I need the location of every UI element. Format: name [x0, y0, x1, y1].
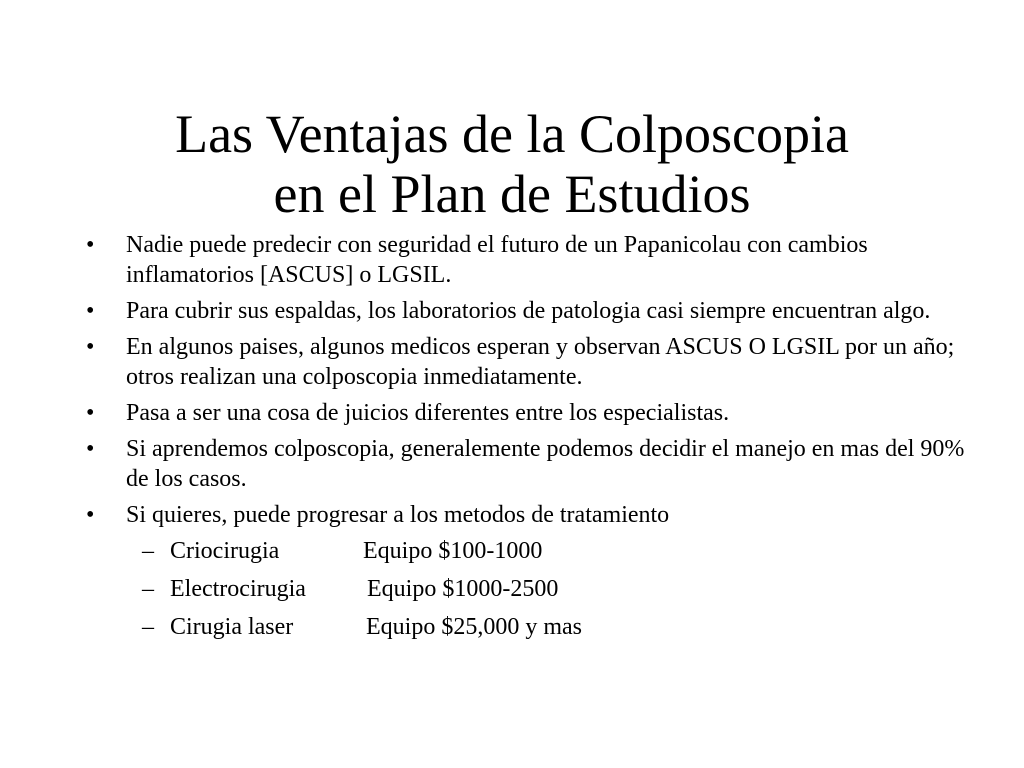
- sub-item-cirugia-laser: [86, 612, 966, 642]
- bullet-text: Si quieres, puede progresar a los metodos de tratamiento: [126, 502, 670, 528]
- treatment-price: Equipo $25,000 y mas: [366, 614, 582, 640]
- treatment-price: Equipo $1000-2500: [367, 576, 559, 602]
- bullet-item: [86, 500, 966, 530]
- sub-item-criocirugia: [86, 536, 966, 566]
- sub-marker: –: [142, 576, 154, 602]
- treatment-price: Equipo $100-1000: [363, 538, 543, 564]
- bullet-marker: •: [86, 334, 95, 360]
- slide-title: [0, 104, 1024, 224]
- title-line-2: en el Plan de Estudios: [273, 164, 751, 225]
- bullet-marker: •: [86, 298, 95, 324]
- sub-marker: –: [142, 614, 154, 640]
- bullet-item: [86, 398, 966, 428]
- bullet-list: [86, 230, 966, 650]
- bullet-text: Para cubrir sus espaldas, los laboratorios de patologia casi siempre encuentran algo.: [126, 298, 931, 324]
- sub-item-electrocirugia: [86, 574, 966, 604]
- bullet-text: En algunos paises, algunos medicos esperan y observan ASCUS O LGSIL por un año; otros realizan una colposcopia inmediatamente.: [126, 334, 955, 390]
- bullet-marker: •: [86, 502, 95, 528]
- bullet-text: Si aprendemos colposcopia, generalemente podemos decidir el manejo en mas del 90% de los casos.: [126, 436, 965, 492]
- sub-marker: –: [142, 538, 154, 564]
- bullet-text: Nadie puede predecir con seguridad el futuro de un Papanicolau con cambios inflamatorios [ASCUS] o LGSIL.: [126, 232, 868, 288]
- treatment-name: Criocirugia: [170, 538, 280, 564]
- bullet-item: [86, 434, 966, 494]
- bullet-item: [86, 230, 966, 290]
- bullet-text: Pasa a ser una cosa de juicios diferentes entre los especialistas.: [126, 400, 730, 426]
- treatment-name: Cirugia laser: [170, 614, 294, 640]
- treatment-name: Electrocirugia: [170, 576, 306, 602]
- bullet-marker: •: [86, 400, 95, 426]
- bullet-marker: •: [86, 232, 95, 258]
- bullet-item: [86, 332, 966, 392]
- bullet-marker: •: [86, 436, 95, 462]
- bullet-item: [86, 296, 966, 326]
- title-line-1: Las Ventajas de la Colposcopia: [175, 104, 849, 165]
